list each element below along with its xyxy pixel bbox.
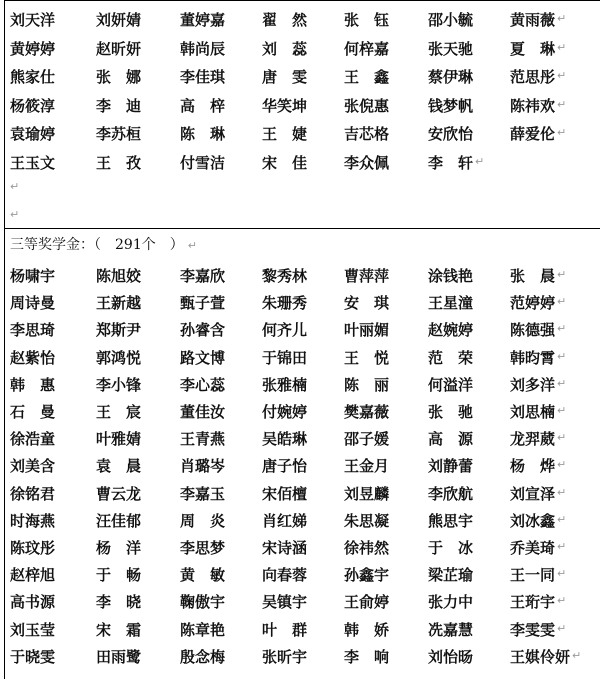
student-name: 刘思楠 (510, 403, 556, 421)
student-name: 李 响 (344, 647, 390, 666)
student-name: 刘 蕊 (262, 39, 308, 58)
student-name: 王一同 (510, 566, 556, 585)
student-name: 甄子萱 (180, 294, 226, 313)
student-name: 徐祎然 (344, 539, 390, 557)
student-name: 路文博 (180, 348, 226, 367)
paragraph-mark: ↵ (557, 567, 567, 581)
student-name: 陈德强 (510, 321, 556, 340)
student-name: 黎秀林 (262, 267, 308, 285)
student-name: 张 驰 (428, 403, 474, 421)
student-name: 赵紫怡 (10, 348, 56, 367)
student-name: 何齐儿 (262, 321, 308, 340)
student-name: 李思梦 (180, 539, 226, 557)
student-name: 刘昱麟 (344, 484, 390, 503)
student-name: 汪佳郁 (96, 511, 142, 530)
student-name: 韩 娇 (344, 620, 390, 639)
student-name: 袁瑜婷 (10, 125, 56, 143)
student-name: 张 钰 (344, 11, 390, 29)
student-name: 钱梦帆 (428, 96, 474, 115)
student-name: 蔡伊琳 (428, 68, 474, 86)
student-name: 范思彤 (510, 68, 556, 86)
paragraph-mark: ↵ (557, 404, 567, 417)
paragraph-mark: ↵ (475, 154, 485, 168)
student-name: 范婷婷 (510, 294, 556, 313)
paragraph-mark: ↵ (557, 126, 567, 139)
student-name: 董婷嘉 (180, 11, 226, 29)
student-name: 陈 琳 (180, 125, 226, 143)
student-name: 高 梓 (180, 96, 226, 115)
student-name: 付婉婷 (262, 403, 308, 421)
student-name: 张雅楠 (262, 375, 308, 394)
student-name: 张倪惠 (344, 96, 390, 115)
student-name: 董佳汝 (180, 403, 226, 421)
student-name: 熊思宇 (428, 511, 474, 530)
student-name: 刘怡旸 (428, 647, 474, 666)
student-name: 杨啸宇 (10, 267, 56, 285)
student-name: 徐铭君 (10, 484, 56, 503)
student-name: 吴镇宇 (262, 593, 308, 612)
student-name: 王娸伶妍 (510, 647, 571, 666)
student-name: 赵梓旭 (10, 566, 56, 585)
student-name: 韩 惠 (10, 375, 56, 394)
student-name: 周 炎 (180, 511, 226, 530)
student-name: 于锦田 (262, 348, 308, 367)
student-name: 陈玟彤 (10, 539, 56, 557)
student-name: 朱珊秀 (262, 294, 308, 313)
paragraph-mark: ↵ (557, 594, 567, 608)
paragraph-mark: ↵ (10, 208, 20, 221)
student-name: 陈祎欢 (510, 96, 556, 115)
student-name: 张 晨 (510, 267, 556, 285)
student-name: 陈 丽 (344, 375, 390, 394)
paragraph-mark: ↵ (557, 40, 567, 54)
student-name: 杨筱淳 (10, 96, 56, 115)
student-name: 石 曼 (10, 403, 56, 421)
student-name: 樊嘉薇 (344, 403, 390, 421)
paragraph-mark: ↵ (572, 648, 582, 662)
student-name: 宋佰檀 (262, 484, 308, 503)
student-name: 邵子媛 (344, 430, 390, 449)
student-name: 李嘉欣 (180, 267, 226, 285)
third-prize-label: 三等奖学金：（ 291个 ） (10, 237, 184, 253)
student-name: 肖红娣 (262, 511, 308, 530)
student-name: 乔美琦 (510, 539, 556, 557)
student-name: 唐子怡 (262, 457, 308, 476)
student-name: 时海燕 (10, 511, 56, 530)
student-name: 赵昕妍 (96, 39, 142, 58)
student-name: 宋诗涵 (262, 539, 308, 557)
student-name: 刘冰鑫 (510, 511, 556, 530)
student-name: 叶 群 (262, 620, 308, 639)
student-name: 孙鑫宇 (344, 566, 390, 585)
student-name: 付雪洁 (180, 153, 226, 172)
student-name: 于 冰 (428, 539, 474, 557)
paragraph-mark: ↵ (557, 512, 567, 526)
paragraph-mark: ↵ (557, 431, 567, 445)
student-name: 曹云龙 (96, 484, 142, 503)
student-name: 王俞婷 (344, 593, 390, 612)
student-name: 郑斯尹 (96, 321, 142, 340)
student-name: 邵小毓 (428, 11, 474, 29)
student-name: 韩昀霄 (510, 348, 556, 367)
student-name: 刘天洋 (10, 11, 56, 29)
student-name: 刘玉莹 (10, 620, 56, 639)
student-name: 张天驰 (428, 39, 474, 58)
student-name: 向春蓉 (262, 566, 308, 585)
student-name: 冼嘉慧 (428, 620, 474, 639)
student-name: 夏 琳 (510, 39, 556, 58)
student-name: 龙羿葳 (510, 430, 556, 449)
third-prize-heading (10, 234, 197, 254)
student-name: 于 畅 (96, 566, 142, 585)
student-name: 李 迪 (96, 96, 142, 115)
student-name: 涂钱艳 (428, 267, 474, 285)
student-name: 张昕宇 (262, 647, 308, 666)
student-name: 张力中 (428, 593, 474, 612)
paragraph-mark: ↵ (557, 97, 567, 111)
student-name: 李欣航 (428, 484, 474, 503)
student-name: 刘多洋 (510, 375, 556, 394)
student-name: 王珩宇 (510, 593, 556, 612)
student-name: 王 婕 (262, 125, 308, 143)
student-name: 熊家仕 (10, 68, 56, 86)
student-name: 叶雅婧 (96, 430, 142, 449)
paragraph-mark: ↵ (557, 621, 567, 635)
student-name: 李心蕊 (180, 375, 226, 394)
student-name: 孙睿含 (180, 321, 226, 340)
student-name: 唐 雯 (262, 68, 308, 86)
student-name: 王 宸 (96, 403, 142, 421)
student-name: 范 荣 (428, 348, 474, 367)
student-name: 刘静蕾 (428, 457, 474, 476)
student-name: 韩尚辰 (180, 39, 226, 58)
student-name: 徐浩童 (10, 430, 56, 449)
student-name: 李嘉玉 (180, 484, 226, 503)
paragraph-mark: ↵ (187, 239, 197, 252)
student-name: 王 悦 (344, 348, 390, 367)
student-name: 王星潼 (428, 294, 474, 313)
student-name: 杨 烨 (510, 457, 556, 476)
paragraph-mark: ↵ (557, 540, 567, 553)
paragraph-mark: ↵ (557, 322, 567, 336)
student-name: 赵婉婷 (428, 321, 474, 340)
student-name: 张 娜 (96, 68, 142, 86)
student-name: 黄 敏 (180, 566, 226, 585)
student-name: 刘美含 (10, 457, 56, 476)
student-name: 叶丽媚 (344, 321, 390, 340)
student-name: 王玉文 (10, 153, 56, 172)
student-name: 李 轩 (428, 153, 474, 172)
student-name: 何梓嘉 (344, 39, 390, 58)
student-name: 华笑坤 (262, 96, 308, 115)
student-name: 翟 然 (262, 11, 308, 29)
paragraph-mark: ↵ (557, 458, 567, 472)
student-name: 吴皓琳 (262, 430, 308, 449)
student-name: 肖璐岑 (180, 457, 226, 476)
paragraph-mark: ↵ (10, 180, 20, 193)
student-name: 宋 佳 (262, 153, 308, 172)
student-name: 何溢洋 (428, 375, 474, 394)
student-name: 曹萍萍 (344, 267, 390, 285)
student-name: 薛爱伦 (510, 125, 556, 143)
student-name: 刘宣泽 (510, 484, 556, 503)
student-name: 宋 霜 (96, 620, 142, 639)
student-name: 李苏桓 (96, 125, 142, 143)
paragraph-mark: ↵ (557, 268, 567, 281)
student-name: 李雯雯 (510, 620, 556, 639)
student-name: 袁 晨 (96, 457, 142, 476)
student-name: 李佳琪 (180, 68, 226, 86)
paragraph-mark: ↵ (557, 376, 567, 390)
student-name: 吉芯格 (344, 125, 390, 143)
paragraph-mark: ↵ (557, 12, 567, 25)
student-name: 王青燕 (180, 430, 226, 449)
paragraph-mark: ↵ (557, 295, 567, 309)
student-name: 郭鸿悦 (96, 348, 142, 367)
student-name: 于晓雯 (10, 647, 56, 666)
paragraph-mark: ↵ (557, 69, 567, 82)
student-name: 安 琪 (344, 294, 390, 313)
student-name: 李思琦 (10, 321, 56, 340)
student-name: 安欣怡 (428, 125, 474, 143)
student-name: 王 鑫 (344, 68, 390, 86)
student-name: 王新越 (96, 294, 142, 313)
student-name: 高 源 (428, 430, 474, 449)
student-name: 李 晓 (96, 593, 142, 612)
student-name: 刘妍婧 (96, 11, 142, 29)
student-name: 田雨鹭 (96, 647, 142, 666)
paragraph-mark: ↵ (557, 485, 567, 499)
student-name: 陈旭姣 (96, 267, 142, 285)
student-name: 王金月 (344, 457, 390, 476)
student-name: 陈章艳 (180, 620, 226, 639)
student-name: 黄婷婷 (10, 39, 56, 58)
student-name: 鞠傲宇 (180, 593, 226, 612)
student-name: 殷念梅 (180, 647, 226, 666)
student-name: 李小锋 (96, 375, 142, 394)
student-name: 杨 洋 (96, 539, 142, 557)
student-name: 李众佩 (344, 153, 390, 172)
student-name: 黄雨薇 (510, 11, 556, 29)
student-name: 梁芷瑜 (428, 566, 474, 585)
student-name: 王 孜 (96, 153, 142, 172)
paragraph-mark: ↵ (557, 349, 567, 363)
student-name: 周诗曼 (10, 294, 56, 313)
student-name: 高书源 (10, 593, 56, 612)
student-name: 朱思凝 (344, 511, 390, 530)
